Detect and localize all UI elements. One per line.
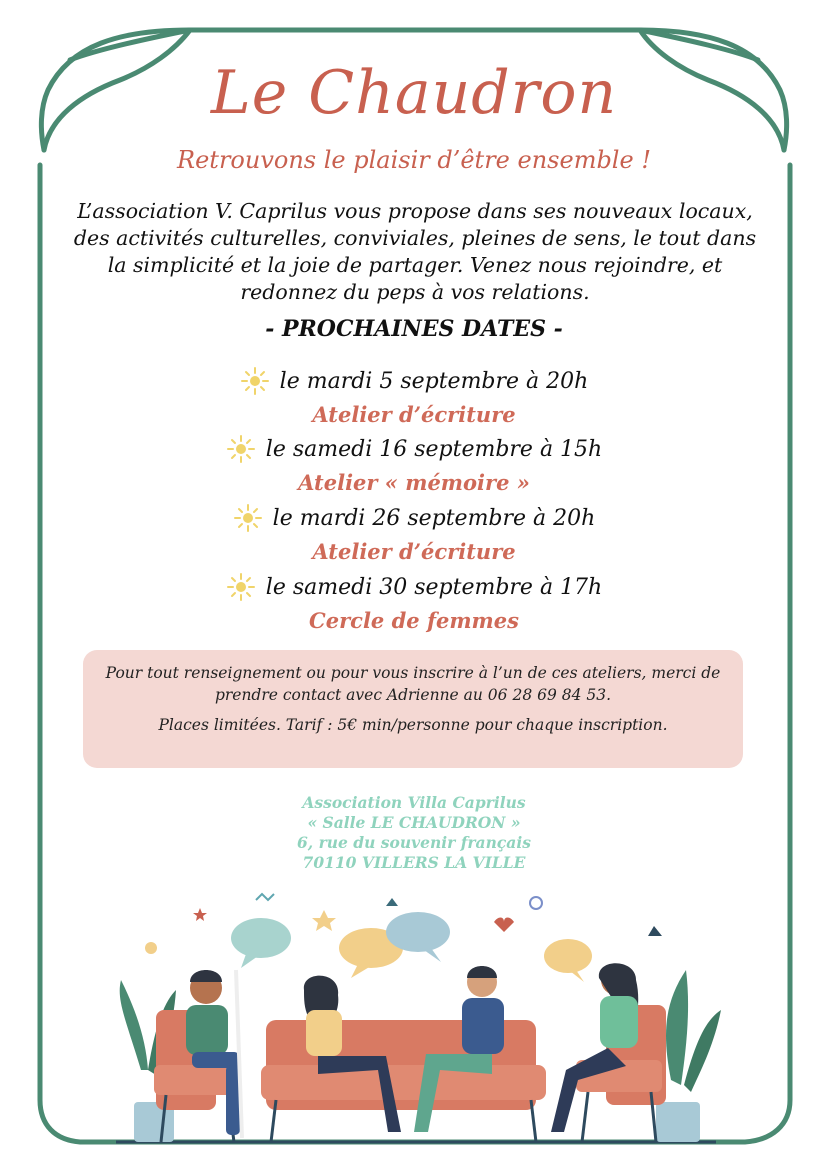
event-date: le samedi 16 septembre à 15h	[265, 436, 603, 462]
event-activity: Atelier « mémoire »	[298, 470, 530, 495]
speech-bubble-icon	[231, 918, 291, 958]
pricing-text: Places limitées. Tarif : 5€ min/personne pour chaque inscription.	[158, 716, 668, 734]
event-item	[0, 366, 828, 427]
event-date: le mardi 5 septembre à 20h	[279, 368, 589, 394]
event-item	[0, 434, 828, 495]
sun-icon	[240, 366, 270, 396]
speech-bubble-icon	[544, 939, 592, 973]
speech-bubble-icon	[386, 912, 450, 952]
poster-subtitle: Retrouvons le plaisir d’être ensemble !	[177, 146, 651, 174]
event-activity: Cercle de femmes	[309, 608, 519, 633]
sun-icon	[233, 503, 263, 533]
poster-title: Le Chaudron	[210, 58, 618, 128]
sun-icon	[226, 572, 256, 602]
section-title: - PROCHAINES DATES -	[265, 316, 563, 342]
event-item	[0, 572, 828, 633]
info-box	[83, 650, 743, 768]
event-activity: Atelier d’écriture	[312, 402, 516, 427]
address-line: 70110 VILLERS LA VILLE	[302, 853, 526, 872]
address-line: 6, rue du souvenir français	[297, 833, 531, 852]
event-date: le samedi 30 septembre à 17h	[265, 574, 603, 600]
event-item	[0, 503, 828, 564]
address-line: « Salle LE CHAUDRON »	[307, 813, 521, 832]
intro-paragraph: L’association V. Caprilus vous propose dans ses nouveaux locaux, des activités culturelles, conviviales, pleines de sens, le tout dans la simplicité et la joie de partager. Venez nous rejoindre, et redonnez du peps à vos relations.	[73, 199, 757, 304]
event-activity: Atelier d’écriture	[312, 539, 516, 564]
event-date: le mardi 26 septembre à 20h	[272, 505, 596, 531]
people-talking-illustration	[96, 870, 732, 1150]
sun-icon	[226, 434, 256, 464]
address-line: Association Villa Caprilus	[302, 793, 526, 812]
address-block	[0, 793, 828, 873]
contact-text: Pour tout renseignement ou pour vous inscrire à l’un de ces ateliers, merci de prendre contact avec Adrienne au 06 28 69 84 53.	[105, 664, 721, 704]
